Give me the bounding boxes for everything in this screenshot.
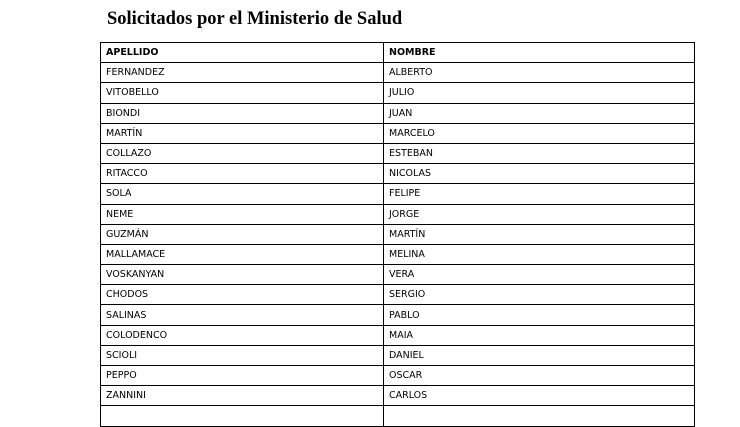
table-row [101, 345, 695, 365]
table-row [101, 366, 695, 386]
apellido-cell: COLODENCO [101, 325, 384, 345]
nombre-cell: ESTEBAN [384, 143, 695, 163]
table-row [101, 204, 695, 224]
nombre-cell: CARLOS [384, 386, 695, 406]
apellido-cell: SCIOLI [101, 345, 384, 365]
apellido-cell: NEME [101, 204, 384, 224]
nombre-cell: ALBERTO [384, 63, 695, 83]
nombre-cell: JUAN [384, 103, 695, 123]
table-row [101, 184, 695, 204]
apellido-cell: PEPPO [101, 366, 384, 386]
table-row [101, 224, 695, 244]
nombre-cell: JORGE [384, 204, 695, 224]
apellido-cell: GUZMÁN [101, 224, 384, 244]
apellido-cell: MALLAMACE [101, 244, 384, 264]
nombre-cell: OSCAR [384, 366, 695, 386]
table-row [101, 305, 695, 325]
apellido-cell: SOLA [101, 184, 384, 204]
apellido-cell: MARTÍN [101, 123, 384, 143]
names-table [100, 42, 695, 427]
nombre-cell: VERA [384, 265, 695, 285]
nombre-cell: PABLO [384, 305, 695, 325]
apellido-cell: FERNANDEZ [101, 63, 384, 83]
table-row [101, 103, 695, 123]
apellido-cell: SALINAS [101, 305, 384, 325]
apellido-cell: CHODOS [101, 285, 384, 305]
apellido-cell: VOSKANYAN [101, 265, 384, 285]
nombre-cell: NICOLAS [384, 164, 695, 184]
nombre-cell: MELINA [384, 244, 695, 264]
apellido-cell: BIONDI [101, 103, 384, 123]
table-row [101, 325, 695, 345]
table-row [101, 63, 695, 83]
table-row [101, 143, 695, 163]
nombre-cell [384, 406, 695, 426]
nombre-cell: JULIO [384, 83, 695, 103]
nombre-cell: DANIEL [384, 345, 695, 365]
document-title: Solicitados por el Ministerio de Salud [107, 9, 403, 29]
nombre-cell: MAIA [384, 325, 695, 345]
column-header-apellido: APELLIDO [101, 43, 384, 63]
table-row [101, 265, 695, 285]
apellido-cell: VITOBELLO [101, 83, 384, 103]
nombre-cell: MARTÍN [384, 224, 695, 244]
apellido-cell: COLLAZO [101, 143, 384, 163]
table-header-row [101, 43, 695, 63]
nombre-cell: MARCELO [384, 123, 695, 143]
apellido-cell: ZANNINI [101, 386, 384, 406]
table-row [101, 285, 695, 305]
apellido-cell [101, 406, 384, 426]
table-row [101, 83, 695, 103]
table-row [101, 164, 695, 184]
apellido-cell: RITACCO [101, 164, 384, 184]
table-row [101, 123, 695, 143]
table-row [101, 244, 695, 264]
nombre-cell: FELIPE [384, 184, 695, 204]
column-header-nombre: NOMBRE [384, 43, 695, 63]
nombre-cell: SERGIO [384, 285, 695, 305]
table-row [101, 386, 695, 406]
table-row [101, 406, 695, 426]
